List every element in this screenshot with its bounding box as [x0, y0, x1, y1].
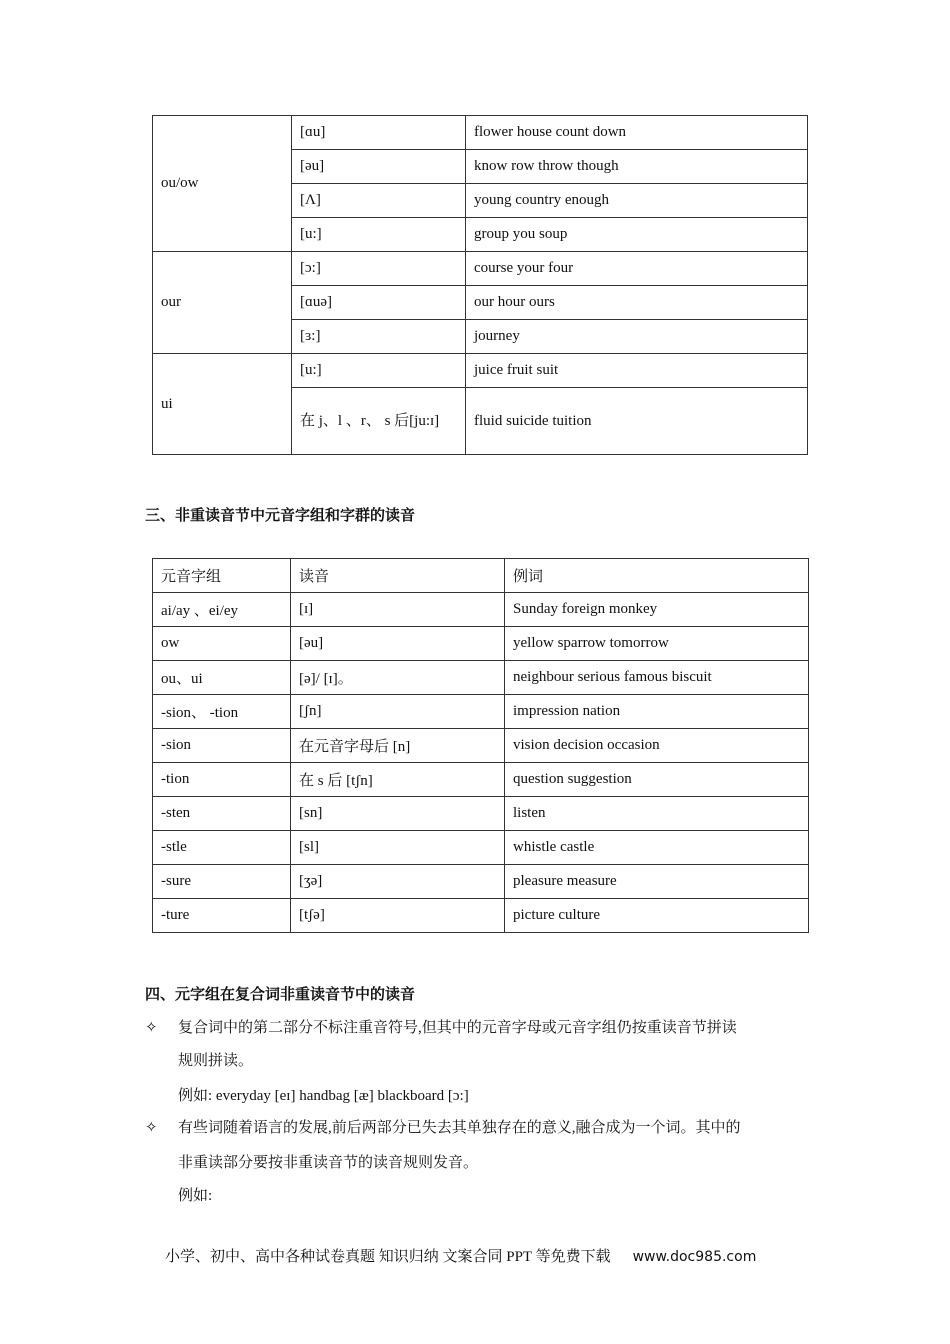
examples-cell: listen: [505, 797, 809, 831]
sound-cell: [ʒə]: [291, 865, 505, 899]
section-4-heading: 四、元字组在复合词非重读音节中的读音: [145, 985, 416, 1003]
diamond-bullet-icon: ✧: [145, 1120, 158, 1136]
sound-cell: [tʃə]: [291, 899, 505, 933]
letter-group-cell: our: [153, 252, 292, 354]
unstressed-syllable-table: [152, 558, 809, 933]
examples-cell: whistle castle: [505, 831, 809, 865]
sound-cell: [u:]: [292, 354, 466, 388]
sound-cell: 在 s 后 [tʃn]: [291, 763, 505, 797]
vowel-group-table: [152, 115, 808, 455]
group-cell: -sten: [153, 797, 291, 831]
table-row: [153, 865, 809, 899]
examples-cell: young country enough: [466, 184, 808, 218]
sound-cell: 在元音字母后 [n]: [291, 729, 505, 763]
sound-cell: [ɑuə]: [292, 286, 466, 320]
group-cell: -stle: [153, 831, 291, 865]
examples-cell: course your four: [466, 252, 808, 286]
group-cell: ow: [153, 627, 291, 661]
footer-text: 小学、初中、高中各种试卷真题 知识归纳 文案合同 PPT 等免费下载: [165, 1249, 611, 1265]
examples-cell: pleasure measure: [505, 865, 809, 899]
sound-cell: [sn]: [291, 797, 505, 831]
bullet-item: [145, 1116, 741, 1137]
examples-cell: question suggestion: [505, 763, 809, 797]
examples-cell: group you soup: [466, 218, 808, 252]
table-row: [153, 354, 808, 388]
table-header-row: [153, 559, 809, 593]
sound-cell: [əu]: [292, 150, 466, 184]
bullet-text-continuation: 非重读部分要按非重读音节的读音规则发音。: [178, 1155, 479, 1171]
examples-cell: picture culture: [505, 899, 809, 933]
table-row: [153, 695, 809, 729]
examples-cell: yellow sparrow tomorrow: [505, 627, 809, 661]
group-cell: -sure: [153, 865, 291, 899]
table-row: [153, 593, 809, 627]
table-row: [153, 252, 808, 286]
letter-group-cell: ui: [153, 354, 292, 455]
column-header: 元音字组: [153, 559, 291, 593]
example-line: 例如:: [178, 1188, 213, 1204]
group-cell: -sion: [153, 729, 291, 763]
bullet-text: 复合词中的第二部分不标注重音符号,但其中的元音字母或元音字组仍按重读音节拼读: [178, 1020, 737, 1036]
sound-cell: [ɪ]: [291, 593, 505, 627]
letter-group-cell: ou/ow: [153, 116, 292, 252]
group-cell: ou、ui: [153, 661, 291, 695]
examples-cell: impression nation: [505, 695, 809, 729]
table-row: [153, 763, 809, 797]
footer-site-link[interactable]: www.doc985.com: [632, 1249, 757, 1265]
examples-cell: flower house count down: [466, 116, 808, 150]
table-row: [153, 899, 809, 933]
bullet-text: 有些词随着语言的发展,前后两部分已失去其单独存在的意义,融合成为一个词。其中的: [178, 1120, 741, 1136]
table-row: [153, 661, 809, 695]
table-row: [153, 797, 809, 831]
group-cell: -ture: [153, 899, 291, 933]
table-row: [153, 116, 808, 150]
examples-cell: vision decision occasion: [505, 729, 809, 763]
sound-cell: 在 j、l 、r、 s 后[ju:ɪ]: [292, 388, 466, 455]
table-row: [153, 729, 809, 763]
examples-cell: neighbour serious famous biscuit: [505, 661, 809, 695]
group-cell: ai/ay 、ei/ey: [153, 593, 291, 627]
page-footer: [165, 1245, 756, 1266]
examples-cell: our hour ours: [466, 286, 808, 320]
examples-cell: Sunday foreign monkey: [505, 593, 809, 627]
sound-cell: [u:]: [292, 218, 466, 252]
group-cell: -sion、 -tion: [153, 695, 291, 729]
sound-cell: [Λ]: [292, 184, 466, 218]
sound-cell: [ɜ:]: [292, 320, 466, 354]
table-row: [153, 627, 809, 661]
sound-cell: [ɑu]: [292, 116, 466, 150]
table-row: [153, 831, 809, 865]
examples-cell: journey: [466, 320, 808, 354]
column-header: 例词: [505, 559, 809, 593]
sound-cell: [ə]/ [ɪ]。: [291, 661, 505, 695]
bullet-text-continuation: 规则拼读。: [178, 1053, 254, 1069]
examples-cell: know row throw though: [466, 150, 808, 184]
sound-cell: [ɔ:]: [292, 252, 466, 286]
diamond-bullet-icon: ✧: [145, 1020, 158, 1036]
example-line: 例如: everyday [eɪ] handbag [æ] blackboard [ɔ:]: [178, 1088, 469, 1104]
examples-cell: fluid suicide tuition: [466, 388, 808, 455]
sound-cell: [ʃn]: [291, 695, 505, 729]
sound-cell: [əu]: [291, 627, 505, 661]
sound-cell: [sl]: [291, 831, 505, 865]
bullet-item: [145, 1016, 737, 1037]
column-header: 读音: [291, 559, 505, 593]
examples-cell: juice fruit suit: [466, 354, 808, 388]
group-cell: -tion: [153, 763, 291, 797]
section-3-heading: 三、非重读音节中元音字组和字群的读音: [145, 506, 416, 524]
